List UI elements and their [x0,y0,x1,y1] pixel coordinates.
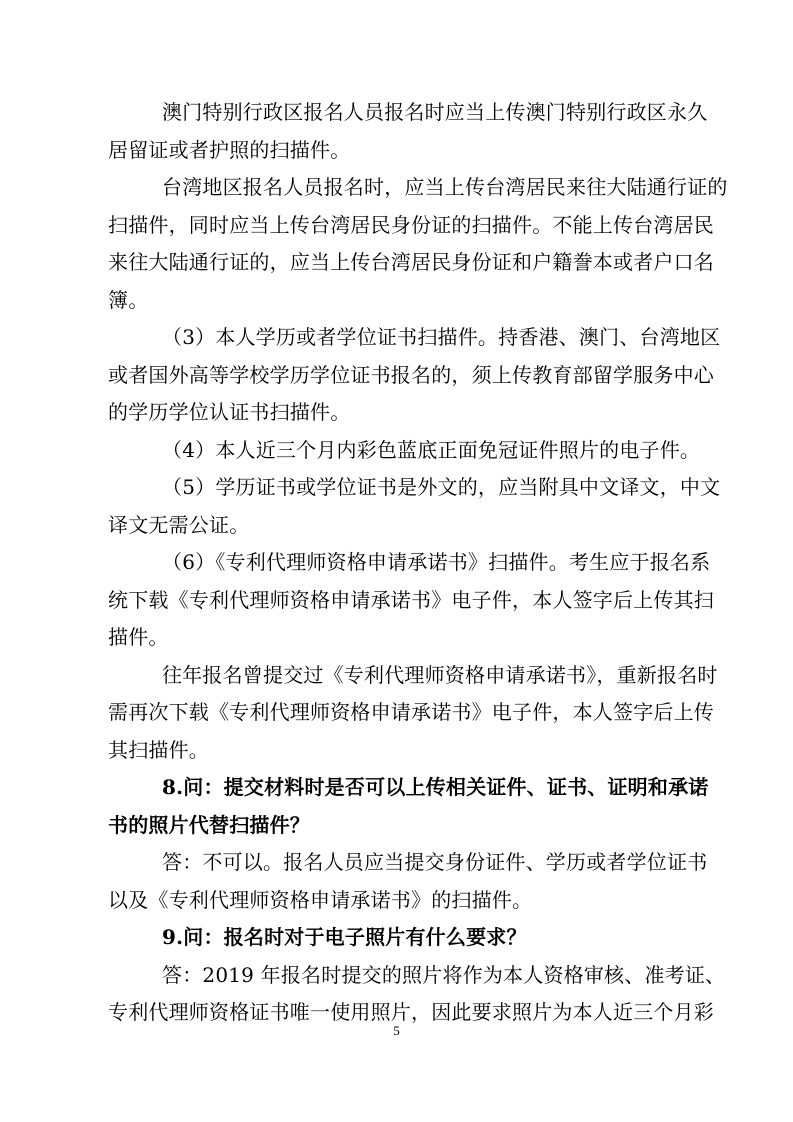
text-line: 描件。 [108,625,169,649]
text-line: （6）《专利代理师资格申请承诺书》扫描件。考生应于报名系 [162,550,711,574]
text-line: 台湾地区报名人员报名时，应当上传台湾居民来往大陆通行证的 [162,175,728,199]
question-heading: 书的照片代替扫描件？ [108,812,310,837]
text-line: 往年报名曾提交过《专利代理师资格申请承诺书》，重新报名时 [162,662,718,687]
question-heading: 8.问：提交材料时是否可以上传相关证件、证书、证明和承诺 [162,775,709,799]
text-line: （3）本人学历或者学位证书扫描件。持香港、澳门、台湾地区 [162,325,721,349]
text-line: 译文无需公证。 [108,512,250,537]
text-line: 的学历学位认证书扫描件。 [108,400,351,424]
answer-text: 答：不可以。报名人员应当提交身份证件、学历或者学位证书 [162,850,708,874]
text-line: 需再次下载《专利代理师资格申请承诺书》电子件，本人签字后上传 [108,700,714,724]
text-line: 簿。 [108,287,149,312]
text-line: （4）本人近三个月内彩色蓝底正面免冠证件照片的电子件。 [162,437,701,462]
text-line: 答：2019 年报名时提交的照片将作为本人资格审核、准考证、 [162,962,726,987]
page-number: 5 [393,1023,400,1038]
text-line: 扫描件，同时应当上传台湾居民身份证的扫描件。不能上传台湾居民 [108,212,714,237]
answer-text: 以及《专利代理师资格申请承诺书》的扫描件。 [108,887,533,912]
text-line: 专利代理师资格证书唯一使用照片，因此要求照片为本人近三个月彩 [108,1000,714,1024]
text-line: 其扫描件。 [108,737,209,762]
text-line: 或者国外高等学校学历学位证书报名的，须上传教育部留学服务中心 [108,362,714,387]
question-heading: 9.问：报名时对于电子照片有什么要求？ [162,925,527,949]
text-line: 来往大陆通行证的，应当上传台湾居民身份证和户籍誊本或者户口名 [108,250,714,274]
text-line: （5）学历证书或学位证书是外文的，应当附具中文译文，中文 [162,475,721,499]
text-line: 统下载《专利代理师资格申请承诺书》电子件，本人签字后上传其扫 [108,587,714,612]
text-line: 居留证或者护照的扫描件。 [108,137,351,162]
text-line: 澳门特别行政区报名人员报名时应当上传澳门特别行政区永久 [162,100,708,124]
